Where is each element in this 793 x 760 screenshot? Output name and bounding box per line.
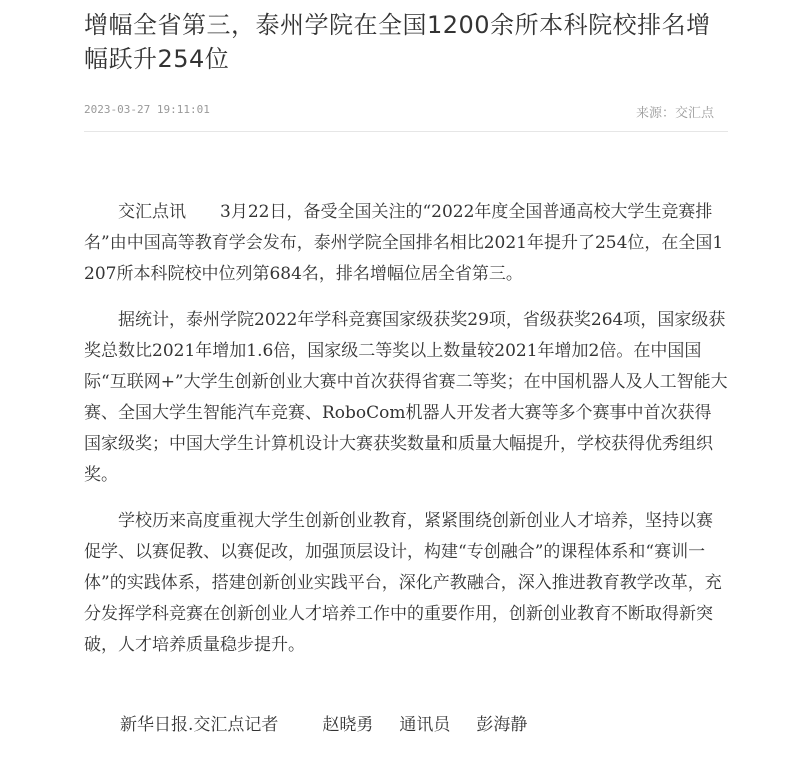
- publish-date: 2023-03-27 19:11:01: [84, 103, 210, 116]
- title-divider: [84, 131, 728, 132]
- article: [84, 0, 728, 735]
- byline: [120, 711, 527, 739]
- paragraph: 交汇点讯 3月22日，备受全国关注的“2022年度全国普通高校大学生竞赛排名”由中国高等教育学会发布，泰州学院全国排名相比2021年提升了254位，在全国1207所本科院校中位列第684名，排名增幅位居全省第三。: [84, 202, 724, 284]
- paragraph: 学校历来高度重视大学生创新创业教育，紧紧围绕创新创业人才培养，坚持以赛促学、以赛促教、以赛促改，加强顶层设计，构建“专创融合”的课程体系和“赛训一体”的实践体系，搭建创新创业实践平台，深化产教融合，深入推进教育教学改革，充分发挥学科竞赛在创新创业人才培养工作中的重要作用，创新创业教育不断取得新突破，人才培养质量稳步提升。: [84, 511, 722, 655]
- article-source: 来源：交汇点: [635, 106, 714, 121]
- paragraph: 据统计，泰州学院2022年学科竞赛国家级获奖29项，省级获奖264项，国家级获奖总数比2021年增加1.6倍，国家级二等奖以上数量较2021年增加2倍。在中国国际“互联网+”大学生创新创业大赛中首次获得省赛二等奖；在中国机器人及人工智能大赛、全国大学生智能汽车竞赛、RoboCom机器人开发者大赛等多个赛事中首次获得国家级奖；中国大学生计算机设计大赛获奖数量和质量大幅提升，学校获得优秀组织奖。: [84, 310, 728, 485]
- article-body: [84, 197, 728, 676]
- article-meta: [84, 103, 728, 119]
- reporter-name: 赵晓勇: [322, 715, 374, 735]
- correspondent-name: 彭海静: [476, 715, 528, 735]
- reporter-label: 新华日报.交汇点记者: [120, 715, 279, 735]
- correspondent-label: 通讯员: [399, 715, 451, 735]
- article-title: 增幅全省第三，泰州学院在全国1200余所本科院校排名增幅跃升254位: [84, 11, 711, 73]
